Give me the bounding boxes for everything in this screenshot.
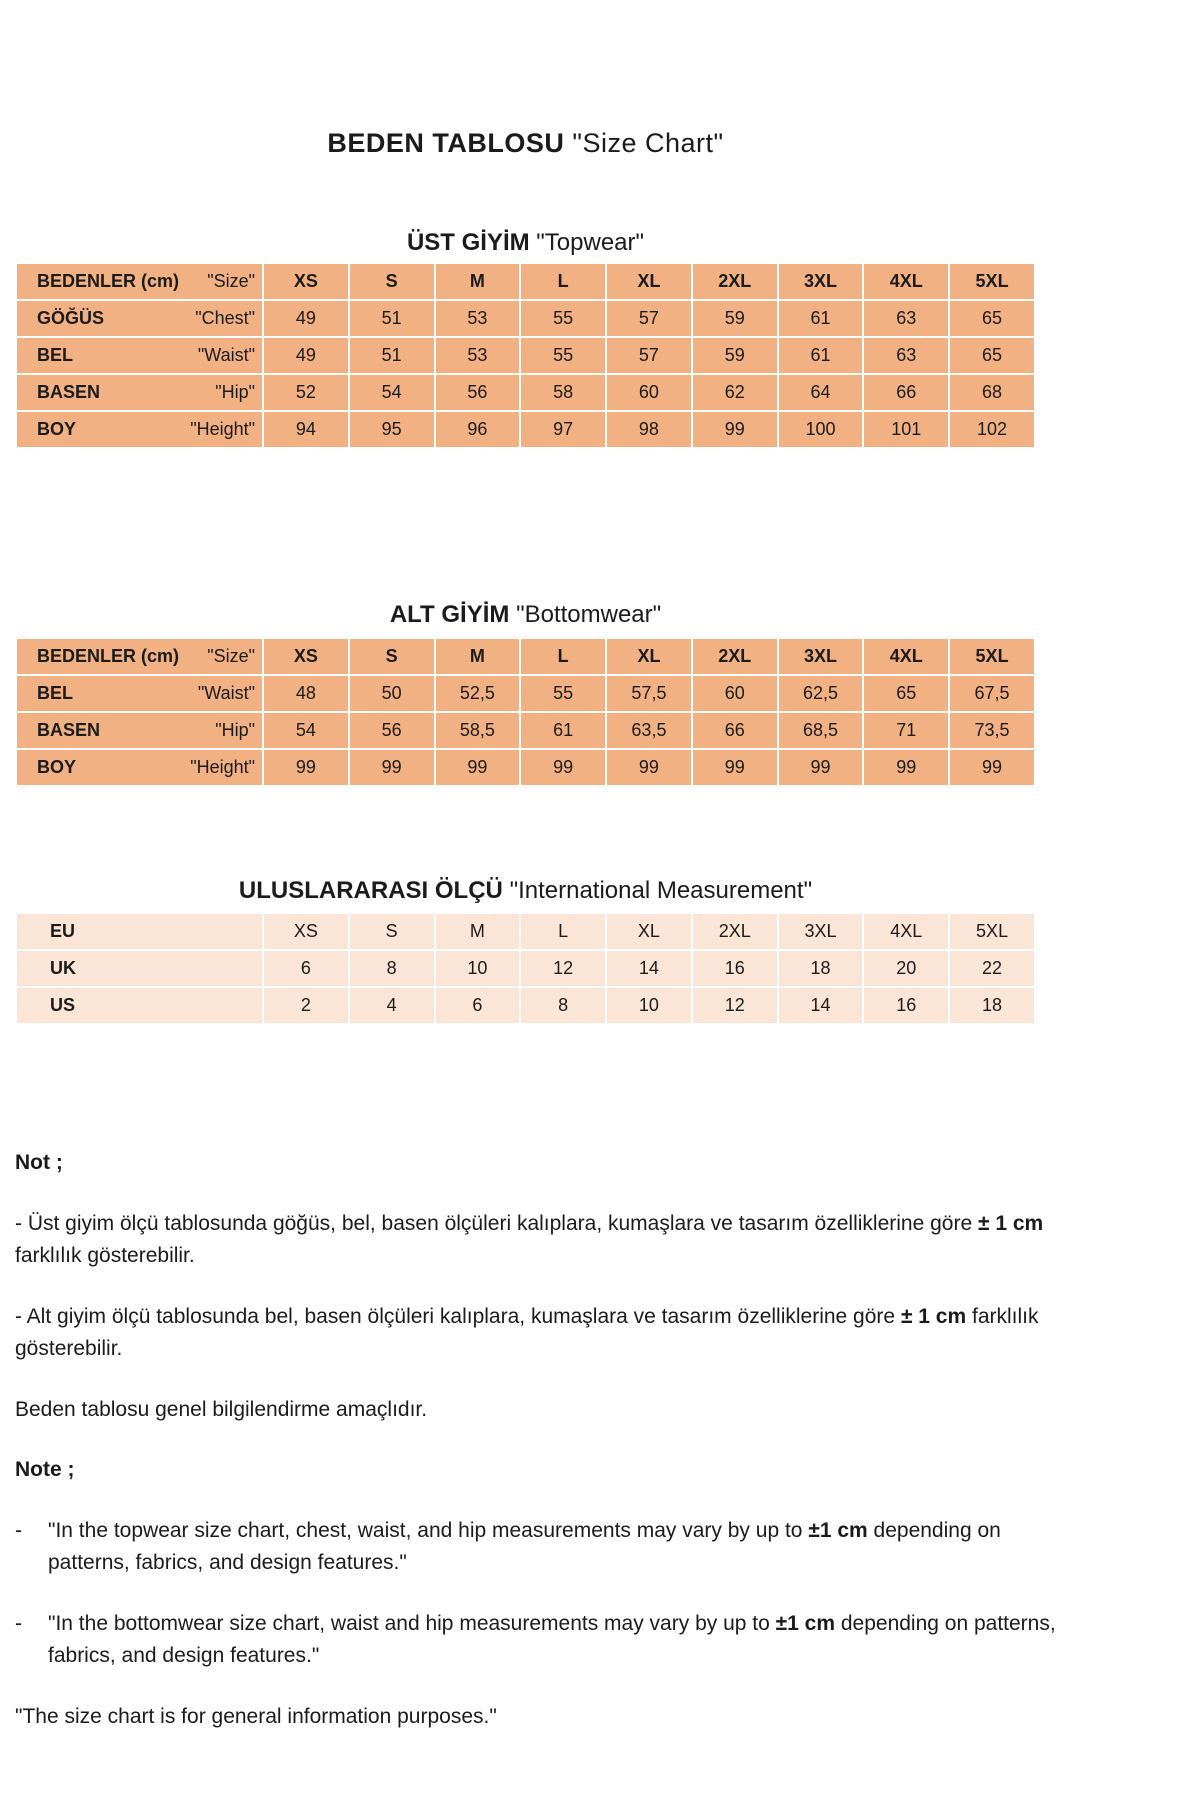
bullet-text — [48, 1608, 1063, 1673]
size-value-cell: 54 — [349, 374, 435, 411]
row-label-cell — [16, 337, 263, 374]
size-value-cell: 2XL — [692, 638, 778, 675]
size-value-cell: 10 — [435, 950, 521, 987]
size-value-cell: 66 — [863, 374, 949, 411]
size-value-cell: 61 — [778, 300, 864, 337]
size-value-cell: 3XL — [778, 913, 864, 950]
size-value-cell: 67,5 — [949, 675, 1035, 712]
size-value-cell: 95 — [349, 411, 435, 448]
size-value-cell: XL — [606, 638, 692, 675]
row-label-english: "Chest" — [195, 308, 255, 328]
row-label-wrap — [17, 301, 262, 336]
size-value-cell: 4XL — [863, 263, 949, 300]
size-value-cell: 4 — [349, 987, 435, 1024]
size-value-cell: 59 — [692, 337, 778, 374]
size-value-cell: 58 — [520, 374, 606, 411]
size-value-cell: 56 — [435, 374, 521, 411]
row-label-cell — [16, 300, 263, 337]
size-value-cell: L — [520, 913, 606, 950]
table-section-bottomwear — [15, 601, 1060, 787]
size-value-cell: S — [349, 263, 435, 300]
row-label-turkish: GÖĞÜS — [37, 308, 105, 328]
note-text-run: ±1 cm — [808, 1518, 868, 1542]
note-para-2 — [15, 1301, 1063, 1366]
note-text-run: farklılık gösterebilir. — [15, 1244, 195, 1268]
row-label-turkish: BOY — [37, 757, 77, 777]
section-title-english: "Topwear" — [536, 229, 645, 256]
size-value-cell: 63 — [863, 300, 949, 337]
size-value-cell: 8 — [349, 950, 435, 987]
note-text-run: Note ; — [15, 1458, 75, 1482]
table-row-UK — [16, 950, 1035, 987]
table-section-topwear — [15, 229, 1060, 449]
row-label-turkish: BEDENLER (cm) — [37, 271, 180, 291]
size-value-cell: 99 — [778, 749, 864, 786]
row-label-turkish: BOY — [37, 419, 77, 439]
size-table-body-topwear — [16, 263, 1035, 448]
row-label-cell — [16, 411, 263, 448]
row-label-english: "Height" — [190, 419, 255, 439]
page-title-turkish: BEDEN TABLOSU — [327, 128, 565, 158]
bullet-dash: - — [15, 1611, 22, 1635]
table-section-international — [15, 877, 1060, 1025]
size-value-cell: 18 — [949, 987, 1035, 1024]
size-value-cell: 99 — [949, 749, 1035, 786]
note-heading-4 — [15, 1454, 1063, 1487]
size-value-cell: 55 — [520, 337, 606, 374]
size-value-cell: 14 — [606, 950, 692, 987]
row-label-turkish: EU — [50, 921, 76, 941]
size-value-cell: M — [435, 913, 521, 950]
table-row-BASEN — [16, 374, 1035, 411]
note-bullet-5 — [15, 1515, 1063, 1580]
size-table-topwear — [15, 262, 1036, 449]
size-value-cell: 57 — [606, 300, 692, 337]
size-value-cell: 6 — [263, 950, 349, 987]
note-text-run: depending on patterns, fabrics, and design features." — [48, 1611, 1056, 1668]
table-row-BEL — [16, 337, 1035, 374]
size-value-cell: XS — [263, 638, 349, 675]
size-value-cell: 55 — [520, 300, 606, 337]
note-text-run: ±1 cm — [775, 1611, 836, 1635]
row-label-cell — [16, 263, 263, 300]
size-value-cell: L — [520, 638, 606, 675]
note-text-run: Not ; — [15, 1151, 63, 1174]
size-table-international — [15, 912, 1036, 1025]
size-value-cell: XL — [606, 913, 692, 950]
size-value-cell: M — [435, 638, 521, 675]
size-value-cell: 61 — [520, 712, 606, 749]
size-value-cell: 62 — [692, 374, 778, 411]
size-value-cell: 5XL — [949, 913, 1035, 950]
row-label-cell — [16, 987, 263, 1024]
row-label-cell — [16, 913, 263, 950]
page-title — [15, 128, 1036, 159]
note-text-run: "In the topwear size chart, chest, waist, and hip measurements may vary by up to — [48, 1518, 809, 1542]
size-table-body-international — [16, 913, 1035, 1024]
row-label-english: "Hip" — [215, 382, 255, 402]
size-value-cell: 99 — [263, 749, 349, 786]
size-value-cell: 98 — [606, 411, 692, 448]
size-value-cell: 3XL — [778, 263, 864, 300]
size-table-bottomwear — [15, 637, 1036, 787]
size-value-cell: 2 — [263, 987, 349, 1024]
note-para-3 — [15, 1394, 1063, 1427]
size-value-cell: 4XL — [863, 913, 949, 950]
size-value-cell: 4XL — [863, 638, 949, 675]
row-label-turkish: US — [50, 995, 76, 1015]
table-row-US — [16, 987, 1035, 1024]
size-value-cell: 99 — [435, 749, 521, 786]
size-value-cell: XS — [263, 263, 349, 300]
table-row-BOY — [16, 411, 1035, 448]
row-label-cell — [16, 374, 263, 411]
size-value-cell: 60 — [692, 675, 778, 712]
size-value-cell: 68,5 — [778, 712, 864, 749]
size-value-cell: 61 — [778, 337, 864, 374]
size-value-cell: S — [349, 638, 435, 675]
size-value-cell: 60 — [606, 374, 692, 411]
size-value-cell: 71 — [863, 712, 949, 749]
size-value-cell: 57,5 — [606, 675, 692, 712]
row-label-wrap — [17, 375, 262, 410]
table-row-BOY — [16, 749, 1035, 786]
size-value-cell: 65 — [949, 300, 1035, 337]
size-value-cell: 96 — [435, 411, 521, 448]
size-value-cell: 59 — [692, 300, 778, 337]
row-label-wrap — [17, 639, 262, 674]
size-value-cell: 66 — [692, 712, 778, 749]
row-label-cell — [16, 712, 263, 749]
size-value-cell: 51 — [349, 337, 435, 374]
size-value-cell: 8 — [520, 987, 606, 1024]
table-row-EU — [16, 913, 1035, 950]
size-value-cell: 101 — [863, 411, 949, 448]
note-heading-0 — [15, 1147, 1063, 1180]
size-value-cell: 99 — [349, 749, 435, 786]
section-title-turkish: ÜST GİYİM — [406, 229, 530, 256]
size-value-cell: 99 — [606, 749, 692, 786]
size-value-cell: 63,5 — [606, 712, 692, 749]
row-label-wrap — [17, 713, 262, 748]
size-value-cell: 68 — [949, 374, 1035, 411]
note-text-run: ± 1 cm — [900, 1304, 967, 1328]
size-value-cell: XL — [606, 263, 692, 300]
page-title-english: "Size Chart" — [572, 128, 724, 158]
row-label-wrap — [17, 412, 262, 447]
size-value-cell: 5XL — [949, 638, 1035, 675]
row-label-cell — [16, 749, 263, 786]
section-title-english: "Bottomwear" — [516, 601, 662, 628]
size-value-cell: 54 — [263, 712, 349, 749]
note-text-run: - Üst giyim ölçü tablosunda göğüs, bel, basen ölçüleri kalıplara, kumaşlara ve tasarım özelliklerine göre — [15, 1211, 978, 1235]
size-value-cell: 65 — [949, 337, 1035, 374]
size-table-body-bottomwear — [16, 638, 1035, 786]
size-value-cell: 73,5 — [949, 712, 1035, 749]
row-label-english: "Height" — [190, 757, 255, 777]
bullet-dash: - — [15, 1518, 22, 1542]
size-value-cell: 97 — [520, 411, 606, 448]
size-value-cell: 48 — [263, 675, 349, 712]
row-label-english: "Waist" — [197, 683, 255, 703]
row-label-turkish: BEL — [37, 345, 73, 365]
section-title-english: "International Measurement" — [509, 877, 813, 904]
row-label-wrap — [17, 914, 262, 949]
size-value-cell: 18 — [778, 950, 864, 987]
row-label-english: "Hip" — [215, 720, 255, 740]
size-value-cell: S — [349, 913, 435, 950]
note-text-run: depending on patterns, fabrics, and design features." — [48, 1518, 1001, 1575]
size-value-cell: L — [520, 263, 606, 300]
size-value-cell: M — [435, 263, 521, 300]
table-row-BEL — [16, 675, 1035, 712]
size-value-cell: 51 — [349, 300, 435, 337]
note-text-run: farklılık gösterebilir. — [15, 1304, 1039, 1361]
table-row-GÖĞÜS — [16, 300, 1035, 337]
row-label-wrap — [17, 264, 262, 299]
size-value-cell: 56 — [349, 712, 435, 749]
note-text-run: "In the bottomwear size chart, waist and hip measurements may vary by up to — [48, 1611, 776, 1635]
note-text-run: - Alt giyim ölçü tablosunda bel, basen ölçüleri kalıplara, kumaşlara ve tasarım özelliklerine göre — [15, 1304, 901, 1328]
size-value-cell: 10 — [606, 987, 692, 1024]
row-label-cell — [16, 675, 263, 712]
size-value-cell: 52,5 — [435, 675, 521, 712]
row-label-wrap — [17, 676, 262, 711]
size-value-cell: 99 — [692, 749, 778, 786]
section-title-bottomwear — [15, 601, 1036, 629]
table-row-BEDENLER (cm) — [16, 263, 1035, 300]
size-value-cell: 57 — [606, 337, 692, 374]
row-label-turkish: UK — [50, 958, 76, 978]
size-value-cell: 49 — [263, 300, 349, 337]
size-value-cell: 16 — [863, 987, 949, 1024]
size-value-cell: 22 — [949, 950, 1035, 987]
size-value-cell: 63 — [863, 337, 949, 374]
notes-section — [15, 1147, 1063, 1734]
size-value-cell: 53 — [435, 300, 521, 337]
row-label-cell — [16, 638, 263, 675]
row-label-wrap — [17, 338, 262, 373]
section-title-turkish: ALT GİYİM — [389, 601, 510, 628]
size-value-cell: 99 — [692, 411, 778, 448]
row-label-wrap — [17, 988, 262, 1023]
size-value-cell: 2XL — [692, 263, 778, 300]
size-value-cell: XS — [263, 913, 349, 950]
size-tables — [15, 229, 1060, 1025]
note-bullet-6 — [15, 1608, 1063, 1673]
section-title-turkish: ULUSLARARASI ÖLÇÜ — [238, 877, 503, 904]
size-value-cell: 50 — [349, 675, 435, 712]
table-row-BEDENLER (cm) — [16, 638, 1035, 675]
size-value-cell: 5XL — [949, 263, 1035, 300]
size-value-cell: 16 — [692, 950, 778, 987]
note-text-run: Beden tablosu genel bilgilendirme amaçlıdır. — [15, 1397, 428, 1421]
table-row-BASEN — [16, 712, 1035, 749]
size-value-cell: 6 — [435, 987, 521, 1024]
size-value-cell: 12 — [520, 950, 606, 987]
row-label-english: "Size" — [207, 646, 255, 666]
section-title-international — [15, 877, 1036, 905]
row-label-turkish: BASEN — [37, 382, 101, 402]
note-text-run: ± 1 cm — [977, 1211, 1044, 1235]
size-value-cell: 100 — [778, 411, 864, 448]
size-value-cell: 64 — [778, 374, 864, 411]
size-value-cell: 102 — [949, 411, 1035, 448]
row-label-turkish: BASEN — [37, 720, 101, 740]
size-value-cell: 62,5 — [778, 675, 864, 712]
row-label-turkish: BEL — [37, 683, 73, 703]
size-value-cell: 99 — [863, 749, 949, 786]
size-value-cell: 3XL — [778, 638, 864, 675]
size-value-cell: 20 — [863, 950, 949, 987]
row-label-english: "Size" — [207, 271, 255, 291]
size-value-cell: 94 — [263, 411, 349, 448]
row-label-turkish: BEDENLER (cm) — [37, 646, 180, 666]
size-value-cell: 49 — [263, 337, 349, 374]
size-value-cell: 53 — [435, 337, 521, 374]
row-label-cell — [16, 950, 263, 987]
row-label-wrap — [17, 750, 262, 785]
size-value-cell: 52 — [263, 374, 349, 411]
size-value-cell: 58,5 — [435, 712, 521, 749]
note-para-7 — [15, 1701, 1063, 1734]
row-label-english: "Waist" — [197, 345, 255, 365]
size-value-cell: 99 — [520, 749, 606, 786]
size-value-cell: 12 — [692, 987, 778, 1024]
note-text-run: "The size chart is for general information purposes." — [15, 1705, 497, 1729]
size-value-cell: 14 — [778, 987, 864, 1024]
bullet-text — [48, 1515, 1063, 1580]
size-value-cell: 55 — [520, 675, 606, 712]
size-value-cell: 65 — [863, 675, 949, 712]
row-label-wrap — [17, 951, 262, 986]
size-value-cell: 2XL — [692, 913, 778, 950]
note-para-1 — [15, 1208, 1063, 1273]
section-title-topwear — [15, 229, 1036, 257]
